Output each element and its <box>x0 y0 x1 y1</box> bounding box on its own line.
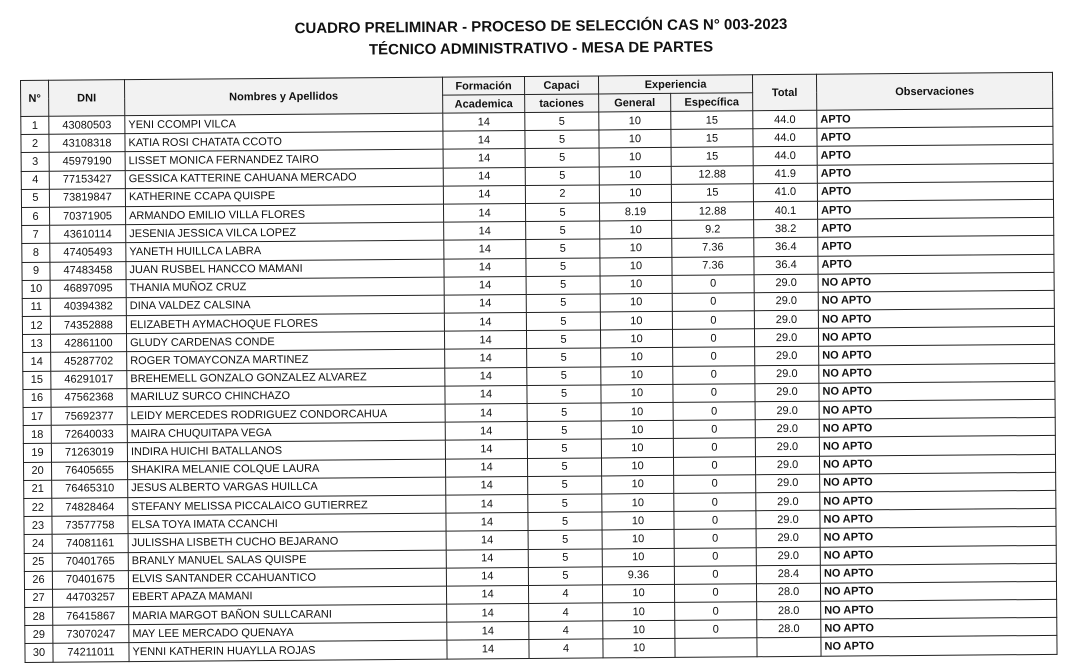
cell-experiencia-especifica: 0 <box>673 420 755 439</box>
cell-n: 24 <box>24 535 52 553</box>
cell-observaciones: NO APTO <box>820 581 1056 601</box>
cell-dni: 40394382 <box>50 298 126 317</box>
cell-capacitaciones: 5 <box>526 312 600 331</box>
cell-experiencia-especifica: 0 <box>672 329 754 348</box>
cell-experiencia-especifica: 9.2 <box>672 220 754 239</box>
header-especifica: Específica <box>671 93 753 112</box>
cell-experiencia-especifica: 15 <box>671 183 753 202</box>
cell-observaciones: APTO <box>818 218 1054 238</box>
cell-experiencia-especifica: 0 <box>673 347 755 366</box>
cell-experiencia-general: 10 <box>600 275 672 294</box>
cell-formacion: 14 <box>444 331 526 350</box>
cell-experiencia-especifica: 0 <box>674 511 756 530</box>
cell-n: 28 <box>25 607 53 625</box>
cell-formacion: 14 <box>447 604 529 623</box>
cell-experiencia-general: 10 <box>600 330 672 349</box>
cell-dni: 73819847 <box>49 188 125 207</box>
header-capaci-bottom: taciones <box>525 94 599 113</box>
cell-dni: 76405655 <box>51 461 127 480</box>
cell-formacion: 14 <box>445 440 527 459</box>
cell-experiencia-general: 10 <box>599 184 671 203</box>
cell-observaciones: NO APTO <box>821 618 1057 638</box>
header-capaci-top: Capaci <box>524 76 598 95</box>
cell-dni: 73577758 <box>52 516 128 535</box>
cell-capacitaciones: 5 <box>528 476 602 495</box>
cell-dni: 74352888 <box>50 316 126 335</box>
cell-total: 29.0 <box>756 547 820 566</box>
cell-nombre: ARMANDO EMILIO VILLA FLORES <box>125 204 443 225</box>
cell-n: 10 <box>22 280 50 298</box>
cell-capacitaciones: 5 <box>527 385 601 404</box>
cell-dni: 70401675 <box>52 570 128 589</box>
cell-nombre: BRANLY MANUEL SALAS QUISPE <box>128 550 446 571</box>
cell-capacitaciones: 5 <box>525 203 599 222</box>
cell-dni: 76415867 <box>53 607 129 626</box>
cell-experiencia-general: 10 <box>602 512 674 531</box>
cell-formacion: 14 <box>445 404 527 423</box>
cell-nombre: GESSICA KATTERINE CAHUANA MERCADO <box>125 168 443 189</box>
cell-formacion: 14 <box>446 549 528 568</box>
cell-dni: 77153427 <box>49 170 125 189</box>
cell-formacion: 14 <box>444 276 526 295</box>
cell-nombre: DINA VALDEZ CALSINA <box>126 295 444 316</box>
cell-dni: 42861100 <box>50 334 126 353</box>
cell-observaciones: NO APTO <box>820 490 1056 510</box>
cell-total: 29.0 <box>755 438 819 457</box>
cell-experiencia-general: 10 <box>599 111 671 130</box>
cell-total: 28.4 <box>756 565 820 584</box>
cell-total: 28.0 <box>757 619 821 638</box>
cell-n: 8 <box>22 244 50 262</box>
cell-n: 17 <box>23 407 51 425</box>
cell-nombre: JULISSHA LISBETH CUCHO BEJARANO <box>128 531 446 552</box>
cell-experiencia-especifica: 0 <box>674 565 756 584</box>
cell-experiencia-especifica: 15 <box>671 111 753 130</box>
cell-nombre: SHAKIRA MELANIE COLQUE LAURA <box>127 459 445 480</box>
cell-capacitaciones: 4 <box>528 585 602 604</box>
cell-experiencia-general: 8.19 <box>599 202 671 221</box>
cell-formacion: 14 <box>446 476 528 495</box>
cell-capacitaciones: 5 <box>527 439 601 458</box>
cell-n: 29 <box>25 626 53 644</box>
cell-n: 20 <box>24 462 52 480</box>
cell-n: 19 <box>23 444 51 462</box>
cell-experiencia-general: 10 <box>601 384 673 403</box>
cell-formacion: 14 <box>444 222 526 241</box>
cell-experiencia-general: 10 <box>600 293 672 312</box>
cell-formacion: 14 <box>444 240 526 259</box>
cell-n: 16 <box>23 389 51 407</box>
cell-n: 12 <box>22 316 50 334</box>
cell-experiencia-general: 10 <box>600 311 672 330</box>
cell-observaciones: NO APTO <box>818 290 1054 310</box>
cell-total: 29.0 <box>754 328 818 347</box>
cell-n: 11 <box>22 298 50 316</box>
cell-total: 29.0 <box>756 510 820 529</box>
cell-observaciones: NO APTO <box>819 454 1055 474</box>
cell-total: 28.0 <box>756 583 820 602</box>
cell-total: 44.0 <box>753 110 817 129</box>
cell-formacion: 14 <box>443 149 525 168</box>
cell-nombre: MAIRA CHUQUITAPA VEGA <box>127 422 445 443</box>
cell-nombre: YENNI KATHERIN HUAYLLA ROJAS <box>129 641 447 662</box>
cell-n: 3 <box>21 153 49 171</box>
cell-total: 29.0 <box>756 492 820 511</box>
cell-formacion: 14 <box>445 422 527 441</box>
cell-formacion: 14 <box>444 313 526 332</box>
cell-formacion: 14 <box>446 567 528 586</box>
cell-nombre: MARILUZ SURCO CHINCHAZO <box>127 386 445 407</box>
cell-dni: 47483458 <box>50 261 126 280</box>
cell-total: 29.0 <box>754 310 818 329</box>
cell-formacion: 14 <box>445 349 527 368</box>
cell-observaciones: NO APTO <box>819 381 1055 401</box>
cell-n: 4 <box>21 171 49 189</box>
cell-experiencia-especifica <box>675 638 757 657</box>
cell-experiencia-general: 10 <box>599 130 671 149</box>
cell-dni: 70371905 <box>50 207 126 226</box>
cell-total: 36.4 <box>754 238 818 257</box>
cell-capacitaciones: 5 <box>525 148 599 167</box>
cell-nombre: LEIDY MERCEDES RODRIGUEZ CONDORCAHUA <box>127 404 445 425</box>
cell-observaciones: NO APTO <box>821 599 1057 619</box>
cell-total: 41.9 <box>753 165 817 184</box>
cell-experiencia-especifica: 0 <box>674 529 756 548</box>
cell-dni: 72640033 <box>51 425 127 444</box>
cell-experiencia-especifica: 0 <box>674 584 756 603</box>
cell-capacitaciones: 5 <box>526 330 600 349</box>
cell-n: 6 <box>22 207 50 225</box>
cell-capacitaciones: 5 <box>528 530 602 549</box>
cell-formacion: 14 <box>446 585 528 604</box>
cell-experiencia-especifica: 12.88 <box>671 202 753 221</box>
header-nombre: Nombres y Apellidos <box>125 77 443 115</box>
cell-formacion: 14 <box>443 203 525 222</box>
cell-experiencia-general: 10 <box>603 639 675 658</box>
cell-capacitaciones: 4 <box>529 639 603 658</box>
cell-dni: 44703257 <box>52 589 128 608</box>
cell-n: 7 <box>22 225 50 243</box>
cell-capacitaciones: 5 <box>528 567 602 586</box>
cell-observaciones: APTO <box>817 108 1053 128</box>
cell-observaciones: APTO <box>818 254 1054 274</box>
cell-nombre: KATHERINE CCAPA QUISPE <box>125 186 443 207</box>
cell-dni: 46897095 <box>50 279 126 298</box>
cell-experiencia-general: 10 <box>602 548 674 567</box>
cell-experiencia-general: 10 <box>601 457 673 476</box>
header-formacion-bottom: Academica <box>443 95 525 114</box>
cell-dni: 47405493 <box>50 243 126 262</box>
cell-experiencia-general: 10 <box>603 602 675 621</box>
cell-experiencia-especifica: 0 <box>674 474 756 493</box>
cell-nombre: INDIRA HUICHI BATALLANOS <box>127 441 445 462</box>
header-formacion-top: Formación <box>442 77 524 96</box>
cell-observaciones: NO APTO <box>820 563 1056 583</box>
cell-experiencia-general: 10 <box>602 475 674 494</box>
cell-nombre: YANETH HUILLCA LABRA <box>126 240 444 261</box>
cell-capacitaciones: 5 <box>527 403 601 422</box>
cell-observaciones: NO APTO <box>820 545 1056 565</box>
cell-total: 29.0 <box>756 474 820 493</box>
cell-n: 2 <box>21 134 49 152</box>
cell-formacion: 14 <box>445 367 527 386</box>
cell-formacion: 14 <box>443 113 525 132</box>
cell-nombre: EBERT APAZA MAMANI <box>128 586 446 607</box>
cell-n: 30 <box>25 644 53 662</box>
cell-experiencia-general: 10 <box>599 148 671 167</box>
cell-n: 18 <box>23 425 51 443</box>
cell-experiencia-general: 10 <box>602 493 674 512</box>
cell-experiencia-especifica: 7.36 <box>672 238 754 257</box>
cell-formacion: 14 <box>446 513 528 532</box>
cell-nombre: MARIA MARGOT BAÑON SULLCARANI <box>129 604 447 625</box>
cell-total: 29.0 <box>755 347 819 366</box>
cell-capacitaciones: 5 <box>526 221 600 240</box>
cell-observaciones: APTO <box>817 145 1053 165</box>
cell-experiencia-especifica: 0 <box>673 438 755 457</box>
cell-nombre: KATIA ROSI CHATATA CCOTO <box>125 131 443 152</box>
cell-n: 26 <box>24 571 52 589</box>
cell-observaciones: NO APTO <box>820 509 1056 529</box>
header-experiencia: Experiencia <box>598 75 752 94</box>
cell-total: 29.0 <box>754 274 818 293</box>
cell-capacitaciones: 5 <box>527 458 601 477</box>
cell-dni: 45979190 <box>49 152 125 171</box>
cell-capacitaciones: 5 <box>525 130 599 149</box>
cell-nombre: YENI CCOMPI VILCA <box>125 113 443 134</box>
cell-n: 15 <box>23 371 51 389</box>
cell-total: 44.0 <box>753 128 817 147</box>
cell-dni: 74211011 <box>53 643 129 662</box>
cell-nombre: ELSA TOYA IMATA CCANCHI <box>128 513 446 534</box>
cell-experiencia-especifica: 0 <box>675 620 757 639</box>
cell-capacitaciones: 5 <box>527 367 601 386</box>
cell-formacion: 14 <box>443 167 525 186</box>
cell-total: 40.1 <box>753 201 817 220</box>
cell-dni: 70401765 <box>52 552 128 571</box>
cell-dni: 47562368 <box>51 388 127 407</box>
cell-formacion: 14 <box>447 640 529 659</box>
cell-capacitaciones: 5 <box>528 512 602 531</box>
cell-experiencia-especifica: 0 <box>673 365 755 384</box>
cell-capacitaciones: 5 <box>526 294 600 313</box>
cell-observaciones: NO APTO <box>819 345 1055 365</box>
cell-capacitaciones: 4 <box>529 603 603 622</box>
cell-n: 5 <box>21 189 49 207</box>
cell-formacion: 14 <box>446 531 528 550</box>
cell-nombre: LISSET MONICA FERNANDEZ TAIRO <box>125 150 443 171</box>
cell-observaciones: NO APTO <box>819 363 1055 383</box>
cell-nombre: JESENIA JESSICA VILCA LOPEZ <box>126 222 444 243</box>
cell-experiencia-especifica: 0 <box>674 493 756 512</box>
cell-dni: 75692377 <box>51 407 127 426</box>
cell-n: 13 <box>23 335 51 353</box>
cell-formacion: 14 <box>444 294 526 313</box>
cell-experiencia-general: 10 <box>600 221 672 240</box>
header-observaciones: Observaciones <box>816 72 1052 110</box>
cell-observaciones: APTO <box>817 199 1053 219</box>
header-total: Total <box>752 74 816 111</box>
cell-total: 29.0 <box>755 401 819 420</box>
cell-capacitaciones: 4 <box>529 621 603 640</box>
cell-capacitaciones: 5 <box>528 548 602 567</box>
cell-capacitaciones: 5 <box>526 276 600 295</box>
cell-experiencia-general: 10 <box>602 584 674 603</box>
cell-experiencia-especifica: 0 <box>674 547 756 566</box>
cell-observaciones: NO APTO <box>818 272 1054 292</box>
cell-nombre: JESUS ALBERTO VARGAS HUILLCA <box>128 477 446 498</box>
cell-total: 29.0 <box>756 529 820 548</box>
cell-n: 1 <box>21 116 49 134</box>
cell-formacion: 14 <box>444 258 526 277</box>
cell-formacion: 14 <box>445 385 527 404</box>
table-body <box>21 108 1057 662</box>
cell-n: 27 <box>25 589 53 607</box>
cell-experiencia-especifica: 0 <box>673 402 755 421</box>
cell-dni: 43108318 <box>49 134 125 153</box>
cell-experiencia-especifica: 0 <box>672 311 754 330</box>
cell-experiencia-especifica: 7.36 <box>672 256 754 275</box>
cell-dni: 73070247 <box>53 625 129 644</box>
cell-n: 23 <box>24 516 52 534</box>
cell-dni: 71263019 <box>51 443 127 462</box>
cell-n: 22 <box>24 498 52 516</box>
cell-nombre: ELVIS SANTANDER CCAHUANTICO <box>128 568 446 589</box>
cell-observaciones: NO APTO <box>819 436 1055 456</box>
cell-experiencia-general: 10 <box>601 439 673 458</box>
cell-total: 29.0 <box>755 365 819 384</box>
cell-experiencia-general: 10 <box>601 421 673 440</box>
cell-nombre: BREHEMELL GONZALO GONZALEZ ALVAREZ <box>127 368 445 389</box>
cell-capacitaciones: 5 <box>526 239 600 258</box>
cell-experiencia-especifica: 0 <box>673 384 755 403</box>
cell-observaciones: APTO <box>818 236 1054 256</box>
cell-observaciones: NO APTO <box>821 636 1057 656</box>
cell-nombre: JUAN RUSBEL HANCCO MAMANI <box>126 259 444 280</box>
cell-n: 14 <box>23 353 51 371</box>
cell-formacion: 14 <box>447 622 529 641</box>
cell-experiencia-general: 10 <box>602 530 674 549</box>
cell-formacion: 14 <box>446 494 528 513</box>
cell-dni: 74828464 <box>52 498 128 517</box>
cell-n: 21 <box>24 480 52 498</box>
cell-capacitaciones: 2 <box>525 185 599 204</box>
cell-formacion: 14 <box>445 458 527 477</box>
cell-dni: 43080503 <box>49 116 125 135</box>
cell-dni: 43610114 <box>50 225 126 244</box>
cell-capacitaciones: 5 <box>526 257 600 276</box>
cell-total: 38.2 <box>754 219 818 238</box>
header-dni: DNI <box>49 80 125 117</box>
cell-nombre: ROGER TOMAYCONZA MARTINEZ <box>127 350 445 371</box>
header-n: N° <box>21 80 49 116</box>
cell-capacitaciones: 5 <box>525 112 599 131</box>
cell-nombre: THANIA MUÑOZ CRUZ <box>126 277 444 298</box>
document-subtitle: TÉCNICO ADMINISTRATIVO - MESA DE PARTES <box>368 38 714 59</box>
cell-capacitaciones: 5 <box>527 421 601 440</box>
cell-observaciones: NO APTO <box>818 327 1054 347</box>
header-general: General <box>599 93 671 112</box>
cell-experiencia-general: 10 <box>599 166 671 185</box>
cell-total: 29.0 <box>755 456 819 475</box>
cell-total <box>757 638 821 657</box>
cell-n: 9 <box>22 262 50 280</box>
cell-formacion: 14 <box>443 131 525 150</box>
cell-experiencia-especifica: 15 <box>671 129 753 148</box>
cell-capacitaciones: 5 <box>527 348 601 367</box>
cell-experiencia-general: 10 <box>601 366 673 385</box>
cell-experiencia-especifica: 0 <box>672 274 754 293</box>
cell-experiencia-general: 10 <box>601 402 673 421</box>
cell-observaciones: NO APTO <box>820 472 1056 492</box>
results-table <box>20 72 1058 663</box>
cell-observaciones: APTO <box>817 181 1053 201</box>
cell-nombre: ELIZABETH AYMACHOQUE FLORES <box>126 313 444 334</box>
cell-observaciones: NO APTO <box>818 308 1054 328</box>
document-title: CUADRO PRELIMINAR - PROCESO DE SELECCIÓN CAS N° 003-2023 <box>294 15 788 38</box>
cell-dni: 46291017 <box>51 370 127 389</box>
cell-experiencia-general: 10 <box>603 621 675 640</box>
cell-observaciones: APTO <box>817 127 1053 147</box>
cell-total: 29.0 <box>754 292 818 311</box>
cell-formacion: 14 <box>443 185 525 204</box>
cell-total: 29.0 <box>755 419 819 438</box>
cell-total: 41.0 <box>753 183 817 202</box>
cell-n: 25 <box>24 553 52 571</box>
cell-dni: 45287702 <box>51 352 127 371</box>
cell-nombre: STEFANY MELISSA PICCALAICO GUTIERREZ <box>128 495 446 516</box>
cell-capacitaciones: 5 <box>525 167 599 186</box>
cell-dni: 76465310 <box>52 479 128 498</box>
cell-nombre: MAY LEE MERCADO QUENAYA <box>129 622 447 643</box>
cell-observaciones: APTO <box>817 163 1053 183</box>
cell-capacitaciones: 5 <box>528 494 602 513</box>
cell-experiencia-especifica: 0 <box>675 602 757 621</box>
cell-experiencia-general: 10 <box>600 239 672 258</box>
cell-total: 44.0 <box>753 147 817 166</box>
cell-experiencia-general: 10 <box>601 348 673 367</box>
cell-experiencia-general: 10 <box>600 257 672 276</box>
cell-total: 29.0 <box>755 383 819 402</box>
cell-dni: 74081161 <box>52 534 128 553</box>
cell-total: 28.0 <box>757 601 821 620</box>
cell-observaciones: NO APTO <box>820 527 1056 547</box>
cell-experiencia-especifica: 0 <box>673 456 755 475</box>
cell-experiencia-especifica: 15 <box>671 147 753 166</box>
cell-experiencia-general: 9.36 <box>602 566 674 585</box>
cell-experiencia-especifica: 12.88 <box>671 165 753 184</box>
cell-total: 36.4 <box>754 256 818 275</box>
cell-observaciones: NO APTO <box>819 418 1055 438</box>
cell-nombre: GLUDY CARDENAS CONDE <box>126 331 444 352</box>
cell-observaciones: NO APTO <box>819 399 1055 419</box>
cell-experiencia-especifica: 0 <box>672 293 754 312</box>
